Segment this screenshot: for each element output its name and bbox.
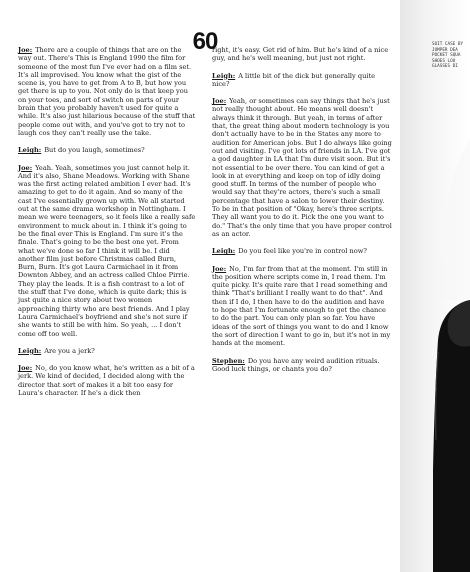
speaker-label: Joe: [18, 364, 33, 373]
right-column [212, 46, 392, 382]
speaker-label: Joe: [18, 46, 33, 54]
paragraph [212, 72, 392, 89]
paragraph-text: Yeah, or sometimes can say things that he's just not really thought about. He means well doesn't always think it through. But yeah, in terms of after that, the great thing about modern technology is you don't actually have to be in the States any more to audition for American jobs. But I do always like going out and visiting. I've got lots of friends in LA. I've got a god daughter in LA that I'm dure visit soon. But it's not essential to be over there. You can kind of get a look in at everything and keep on top of idly doing good stuff. In terms of the number of people who would say that they're actors, there's such a small percentage that have a salon to lower their destiny. To be in that position of "Okay, here's three scripts. They all want you to do it. Pick the one you want to do." That's the only time that you have proper control as an actor. [212, 97, 392, 238]
speaker-label: Leigh: [18, 146, 42, 155]
paragraph [18, 164, 196, 338]
paragraph [18, 364, 196, 397]
paragraph-text: There are a couple of things that are on the way out. There's This is England 1990 the film for someone of the most fun I've ever had on a film set. It's all improvised. You know what the gist of the scene is, you have to get from A to B, but how you get there is up to you. Not only do is that keep you on your toes, and sort of switch on parts of your brain that you probably haven't used for quite a while. It's also just hilarious because of the stuff that people come out with, and you've got to try not to laugh cos they can't really use the take. [18, 46, 196, 137]
paragraph [18, 347, 196, 355]
page-number: 60 [192, 28, 218, 55]
fashion-photo [400, 0, 470, 572]
paragraph [212, 265, 392, 348]
speaker-label: Leigh: [212, 247, 236, 256]
paragraph-text: Do you feel like you're in control now? [238, 247, 367, 256]
figure-silhouette [400, 0, 470, 572]
paragraph [18, 146, 196, 154]
paragraph-text: Are you a jerk? [44, 346, 95, 355]
paragraph [18, 46, 196, 137]
paragraph [212, 97, 392, 238]
speaker-label: Leigh: [212, 71, 236, 80]
speaker-label: Joe: [212, 264, 227, 273]
paragraph-text: A little bit of the dick but generally quite nice? [212, 71, 375, 88]
credits-caption [432, 42, 470, 70]
speaker-label: Joe: [18, 163, 33, 172]
paragraph-text: But do you laugh, sometimes? [44, 146, 145, 155]
paragraph-text: right, it's easy. Get rid of him. But he's kind of a nice guy, and he's well meaning, but just not right. [212, 46, 389, 63]
speaker-label: Stephen: [212, 356, 245, 365]
caption-line: JUMPER DEA [432, 47, 458, 53]
speaker-label: Leigh: [18, 346, 42, 355]
paragraph-text: Do you have any weird audition rituals. Good luck things, or chants you do? [212, 356, 380, 373]
paragraph [212, 247, 392, 255]
paragraph-text: No, do you know what, he's written as a bit of a jerk. We kind of decided, I decided along with the director that sort of makes it a bit too easy for Laura's character. If he's a dick then [18, 364, 195, 397]
paragraph [212, 46, 392, 63]
caption-line: SUIT CASE BY [432, 42, 464, 47]
speaker-label: Joe: [212, 97, 227, 106]
paragraph-text: Yeah. Yeah, sometimes you just cannot help it. And it's also, Shane Meadows. Working with Shane was the first acting related ambition I ever had. It's amazing to get to do it again. And so many of the cast I've essentially grown up with. We all started out at the same drama workshop in Nottingham. I mean we were teenagers, so it feels like a really safe environment to muck about in. I think it's going to be the final ever This is England. I'm sure it's the finale. That's going to be the best one yet. From what we've done so far I think it will be. I did another film just before Christmas called Burn, Burn, Burn. It's got Laura Carmichael in it from Downton Abbey, and an actress called Chloe Pirrie. They play the leads. It is a fish contrast to a lot of the stuff that I've done, which is quite dark; this is just quite a nice story about two women approaching thirty who are best friends. And I play Laura Carmichael's boyfriend and she's not sure if she wants to still be with him. So yeah, ... I don't come off too well. [18, 163, 196, 338]
paragraph [212, 357, 392, 374]
paragraph-text: No, I'm far from that at the moment. I'm still in the position where scripts come in, I read them. I'm quite picky. It's quite rare that I read something and think "That's brilliant I really want to do that". And then if I do, I then have to do the audition and have to hope that I'm fortunate enough to get the chance to do the part. You can only plan so far. You have ideas of the sort of things you want to do and I know the sort of direction I want to go in, but it's not in my hands at the moment. [212, 264, 391, 348]
caption-line: GLASSES DI [432, 64, 458, 70]
left-column [18, 46, 196, 406]
caption-line: SHOES LOU [432, 58, 456, 64]
caption-line: POCKET SQUA [432, 53, 461, 59]
